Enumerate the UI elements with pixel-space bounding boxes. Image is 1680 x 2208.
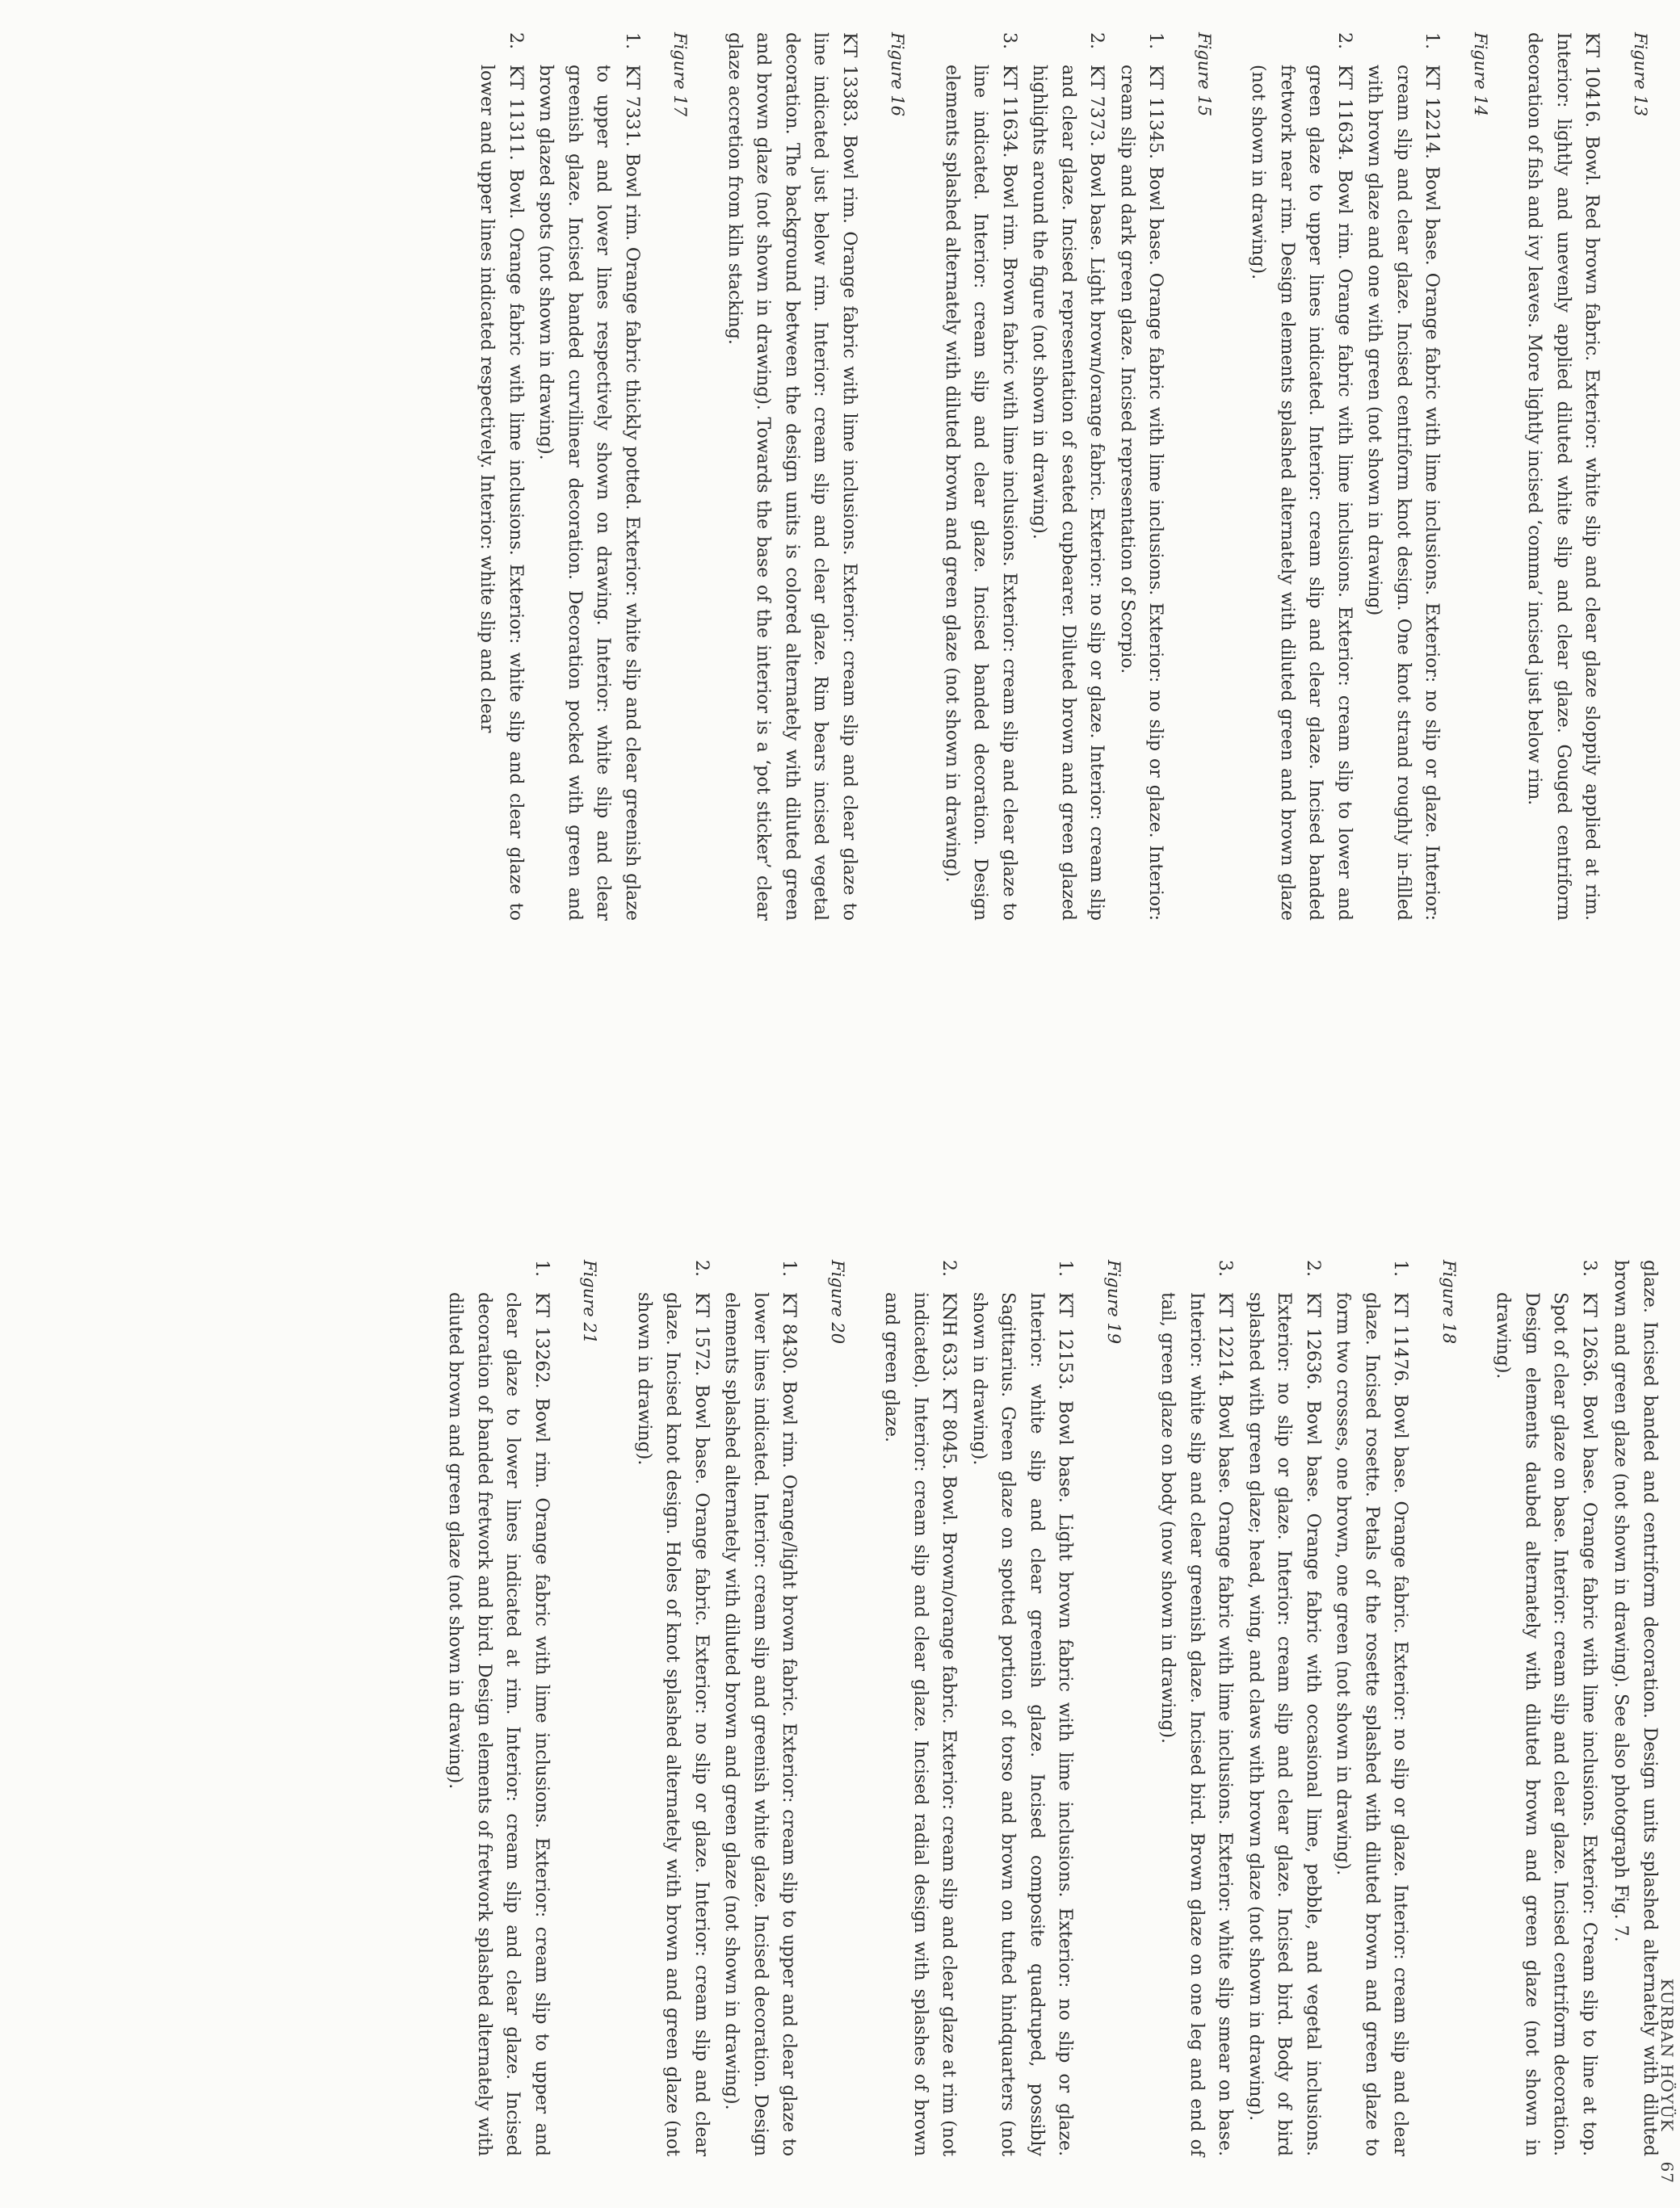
entry-text: KT 12636. Bowl base. Orange fabric with occasional lime, pebble, and vegetal inclusions. Exterior: no slip or glaze. Interior: cream slip and clear glaze. Incised bird. Body of bird splashed with green glaze; head, wing, and claws with brown glaze (not shown in drawing). xyxy=(1245,1292,1323,2156)
entry-text: KT 12214. Bowl base. Orange fabric with lime inclusions. Exterior: white slip smear on base. Interior: white slip and clear greenish glaze. Incised bird. Brown glaze on one leg and end of tail, green glaze on body (now shown in drawing). xyxy=(1157,1292,1236,2156)
catalog-entry xyxy=(877,1260,964,2156)
entry-number: 1. xyxy=(1055,1260,1076,1277)
right-column xyxy=(439,1260,1680,2156)
entry-number: 3. xyxy=(1215,1260,1236,1277)
entry-text: KT 11634. Bowl rim. Brown fabric with lime inclusions. Exterior: cream slip and clear glaze to line indicated. Interior: cream slip and clear glaze. Incised banded decoration. Design elements splashed alternately with diluted brown and green glaze (not shown in drawing). xyxy=(942,65,1019,921)
left-column xyxy=(471,32,1680,921)
entry-number: 2. xyxy=(1086,32,1107,49)
catalog-entry xyxy=(1113,32,1170,921)
page-number: 67 xyxy=(1657,2161,1677,2184)
figure-17-heading: Figure 17 xyxy=(670,32,691,117)
figure-18-heading: Figure 18 xyxy=(1439,1260,1459,1345)
catalog-entry xyxy=(1241,1260,1328,2156)
catalog-entry xyxy=(441,1260,556,2156)
figure-15-heading: Figure 15 xyxy=(1195,32,1214,117)
entry-number: 1. xyxy=(622,32,642,49)
catalog-entry xyxy=(1153,1260,1240,2156)
entry-number: 1. xyxy=(1422,32,1443,49)
entry-number: 2. xyxy=(1303,1260,1323,1277)
entry-text: KT 1572. Bowl base. Orange fabric. Exterior: no slip or glaze. Interior: cream slip and clear glaze. Incised knot design. Holes of knot splashed alternately with brown and green glaze (not shown in drawing). xyxy=(634,1292,712,2156)
entry-text: KT 12153. Bowl base. Light brown fabric with lime inclusions. Exterior: no slip or glaze. Interior: white slip and clear greenish glaze. Incised composite quadruped, possibly Sagittarius. Green glaze on spotted portion of torso and brown on tufted hindquarters (not shown in drawing). xyxy=(969,1292,1076,2156)
entry-text: KT 13262. Bowl rim. Orange fabric with lime inclusions. Exterior: cream slip to upper and clear glaze to lower lines indicated at rim. Interior: cream slip and clear glaze. Incised decoration of banded fretwork and bird. Design elements of fretwork splashed alternately with diluted brown and green glaze (not shown in drawing). xyxy=(445,1292,552,2156)
entry-text: KT 11345. Bowl base. Orange fabric with lime inclusions. Exterior: no slip or glaze. Interior: cream slip and dark green glaze. Incised representation of Scorpio. xyxy=(1117,65,1166,921)
catalog-entry xyxy=(1329,1260,1415,2156)
catalog-entry xyxy=(472,32,530,921)
figure-16-text: KT 13383. Bowl rim. Orange fabric with lime inclusions. Exterior: cream slip and clear glaze to line indicated just below rim. Interior: cream slip and clear glaze. Rim bears incised vegetal decoration. The background between the design units is colored alternately with diluted green and brown glaze (not shown in drawing). Towards the base of the interior is a ‘pot sticker’ clear glaze accretion from kiln stacking. xyxy=(724,32,859,921)
figure-20-heading: Figure 20 xyxy=(828,1260,847,1345)
entry-number: 3. xyxy=(999,32,1019,49)
catalog-entry xyxy=(717,1260,804,2156)
continued-text: glaze. Incised banded and centriform decoration. Design units splashed alternately with diluted brown and green glaze (not shown in drawing). See also photograph Fig. 7. xyxy=(1611,1260,1660,2156)
entry-text: KT 7331. Bowl rim. Orange fabric thickly potted. Exterior: white slip and clear greenish glaze to upper and lower lines respectively shown on drawing. Interior: white slip and clear greenish glaze. Incised banded curvilinear decoration. Decoration pocked with green and brown glazed spots (not shown in drawing). xyxy=(536,65,642,921)
entry-number: 2. xyxy=(939,1260,960,1277)
figure-13-heading: Figure 13 xyxy=(1631,32,1650,117)
figure-14-heading: Figure 14 xyxy=(1471,32,1490,117)
catalog-entry xyxy=(1244,32,1359,921)
running-title: KURBAN HÖYÜK xyxy=(1657,1978,1677,2132)
entry-text: KT 7373. Bowl base. Light brown/orange fabric. Exterior: no slip or glaze. Interior: cream slip and clear glaze. Incised representation of seated cupbearer. Diluted brown and green glazed highlights around the figure (not shown in drawing). xyxy=(1029,65,1107,921)
catalog-entry xyxy=(1025,32,1111,921)
entry-text: KNH 633. KT 8045. Bowl. Brown/orange fabric. Exterior: cream slip and clear glaze at rim (not indicated). Interior: cream slip and clear glaze. Incised radial design with splashes of brown and green glaze. xyxy=(881,1292,960,2156)
entry-text: KT 12214. Bowl base. Orange fabric with lime inclusions. Exterior: no slip or glaze. Interior: cream slip and clear glaze. Incised centriform knot design. One knot strand roughly in-filled with brown glaze and one with green (not shown in drawing) xyxy=(1364,65,1443,921)
figure-13-text: KT 10416. Bowl. Red brown fabric. Exterior: white slip and clear glaze sloppily applied at rim. Interior: lightly and unevenly applied diluted white slip and clear glaze. Gouged centriform decoration of fish and ivy leaves. More lightly incised ‘comma’ incised just below rim. xyxy=(1524,32,1602,921)
entry-text: KT 11311. Bowl. Orange fabric with lime inclusions. Exterior: white slip and clear glaze to lower and upper lines indicated respectively. Interior: white slip and clear xyxy=(477,65,526,921)
entry-number: 1. xyxy=(1390,1260,1411,1277)
catalog-entry xyxy=(1489,1260,1603,2156)
catalog-entry xyxy=(531,32,646,921)
entry-text: KT 12636. Bowl base. Orange fabric with lime inclusions. Exterior: Cream slip to line at top. Spot of clear glaze on base. Interior: cream slip and clear glaze. Incised centriform decoration. Design elements daubed alternately with diluted brown and green glaze (not shown in drawing). xyxy=(1493,1292,1599,2156)
entry-number: 1. xyxy=(779,1260,800,1277)
entry-number: 1. xyxy=(531,1260,552,1277)
entry-text: KT 8430. Bowl rim. Orange/light brown fabric. Exterior: cream slip to upper and clear glaze to lower lines indicated. Interior: cream slip and greenish white glaze. Incised decoration. Design elements splashed alternately with diluted brown and green glaze (not shown in drawing). xyxy=(721,1292,800,2156)
figure-21-heading: Figure 21 xyxy=(580,1260,600,1345)
entry-number: 3. xyxy=(1579,1260,1599,1277)
entry-number: 2. xyxy=(1334,32,1354,49)
catalog-entry xyxy=(630,1260,716,2156)
catalog-entry xyxy=(938,32,1024,921)
entry-text: KT 11476. Bowl base. Orange fabric. Exterior: no slip or glaze. Interior: cream slip and clear glaze. Incised rosette. Petals of the rosette splashed with diluted brown and green glaze to form two crosses, one brown, one green (not shown in drawing). xyxy=(1333,1292,1411,2156)
entry-number: 2. xyxy=(691,1260,712,1277)
figure-19-heading: Figure 19 xyxy=(1104,1260,1124,1345)
catalog-entry xyxy=(965,1260,1080,2156)
catalog-entry xyxy=(1360,32,1447,921)
entry-text: KT 11634. Bowl rim. Orange fabric with lime inclusions. Exterior: cream slip to lower and green glaze to upper lines indicated. Interior: cream slip and clear glaze. Incised banded fretwork near rim. Design elements splashed alternately with diluted green and brown glaze (not shown in drawing). xyxy=(1248,65,1354,921)
figure-16-heading: Figure 16 xyxy=(888,32,908,117)
entry-number: 1. xyxy=(1145,32,1166,49)
entry-number: 2. xyxy=(506,32,526,49)
